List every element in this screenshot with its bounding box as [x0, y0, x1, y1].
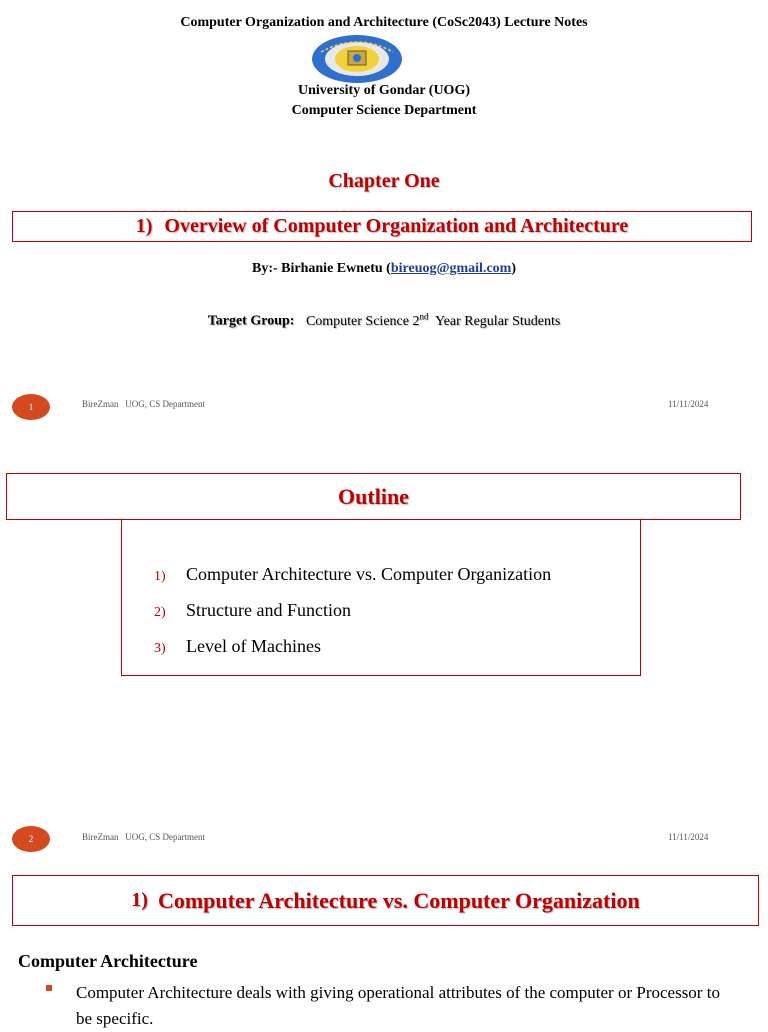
slide-number-badge: 1 [12, 394, 50, 420]
square-bullet-icon [46, 985, 52, 991]
author-line [0, 261, 768, 277]
author-suffix: ) [511, 261, 516, 276]
university-name: University of Gondar (UOG) [297, 83, 470, 98]
author-name: By:- Birhanie Ewnetu ( [252, 261, 391, 276]
outline-item-text: Level of Machines [186, 636, 321, 656]
footer-author: BireZman UOG, CS Department [82, 399, 205, 409]
outline-list [121, 519, 641, 676]
outline-item [154, 636, 321, 657]
section-number: 1) [131, 889, 148, 911]
department-name: Computer Science Department [291, 103, 477, 118]
section-title-box [12, 875, 759, 926]
bullet-text: Computer Architecture deals with giving operational attributes of the computer or Processor to be specific. [76, 983, 720, 1028]
outline-title-box [6, 473, 741, 520]
author-email-link[interactable]: bireuog@gmail.com [390, 261, 512, 276]
outline-item-number: 3) [154, 641, 166, 656]
footer-author: BireZman UOG, CS Department [82, 832, 205, 842]
chapter-title-number: 1) [135, 215, 153, 237]
slide-number-badge: 2 [12, 826, 50, 852]
chapter-title: Overview of Computer Organization and Architecture [164, 215, 629, 237]
outline-item-number: 1) [154, 569, 166, 584]
computer-architecture-heading: Computer Architecture [18, 951, 198, 971]
outline-item-text: Structure and Function [186, 600, 351, 620]
footer-date: 11/11/2024 [668, 832, 709, 842]
outline-item-number: 2) [154, 605, 166, 620]
outline-title: Outline [338, 483, 409, 509]
target-group-value: Computer Science 2nd Year Regular Students [305, 311, 561, 329]
university-seal-logo [311, 34, 403, 84]
footer-date: 11/11/2024 [668, 399, 709, 409]
target-group-label: Target Group: [207, 313, 295, 329]
outline-item [154, 600, 351, 621]
course-title: Computer Organization and Architecture (CoSc2043) Lecture Notes [180, 15, 588, 30]
section-title: Computer Architecture vs. Computer Organization [157, 887, 640, 913]
chapter-heading: Chapter One [328, 170, 440, 192]
target-group-line [0, 311, 768, 330]
outline-item-text: Computer Architecture vs. Computer Organization [186, 564, 552, 584]
chapter-title-box [12, 211, 752, 242]
outline-item [154, 564, 551, 585]
